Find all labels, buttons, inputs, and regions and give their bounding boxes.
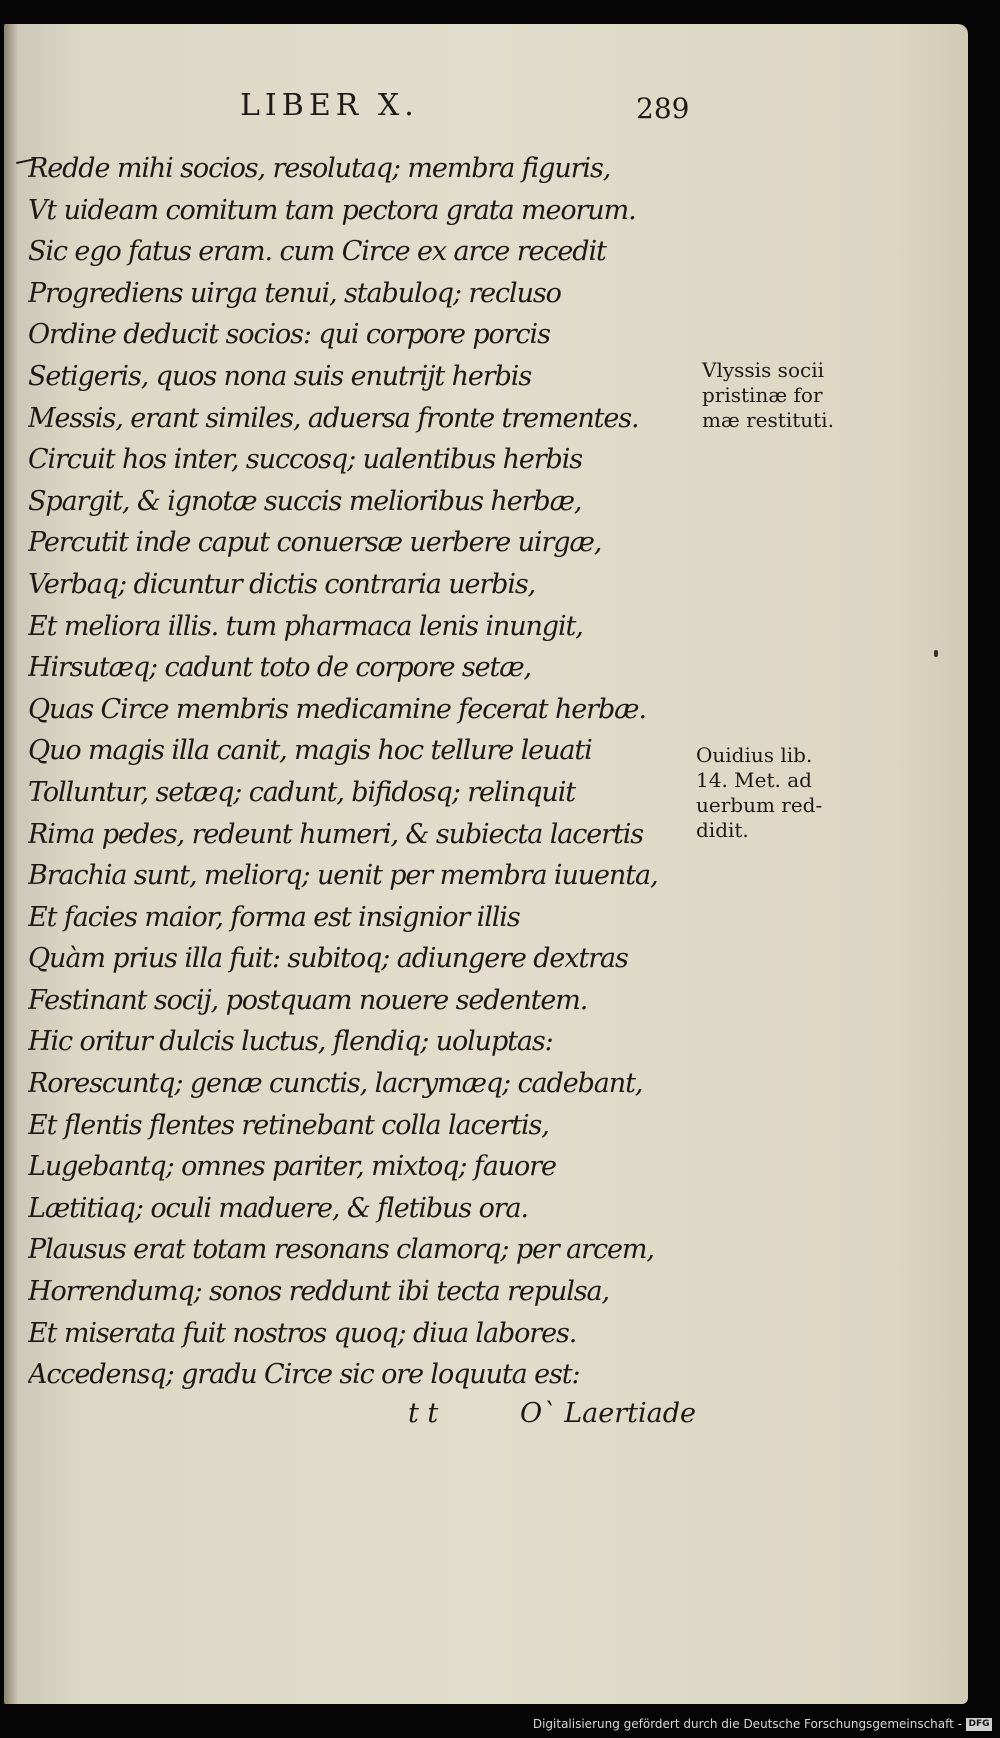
verse-line: Ordine deducit socios: qui corpore porcis: [28, 319, 550, 351]
verse-line: Redde mihi socios, resolutaq; membra figuris,: [28, 153, 611, 184]
verse-line: Festinant socij, postquam nouere sedentem.: [28, 984, 588, 1016]
verse-line: Et facies maior, forma est insignior illis: [28, 901, 520, 933]
marginal-note-restoration: [702, 358, 834, 433]
verse-line: Messis, erant similes, aduersa fronte trementes.: [28, 402, 639, 434]
verse-line: Lugebantq; omnes pariter, mixtoq; fauore: [28, 1151, 556, 1183]
verse-line: Quàm prius illa fuit: subitoq; adiungere dextras: [28, 943, 628, 975]
verse-line: Et meliora illis. tum pharmaca lenis inungit,: [28, 610, 583, 642]
catchword: O` Laertiade: [520, 1398, 696, 1429]
signature-mark: t t: [408, 1398, 439, 1429]
catchline: [408, 1398, 708, 1442]
verse-line: Sic ego fatus eram. cum Circe ex arce recedit: [28, 236, 606, 268]
verse-line: Brachia sunt, meliorq; uenit per membra iuuenta,: [28, 860, 658, 892]
verse-line: Et miserata fuit nostros quoq; diua labores.: [28, 1317, 577, 1349]
verse-line: Circuit hos inter, succosq; ualentibus herbis: [28, 444, 583, 476]
verse-line: Verbaq; dicuntur dictis contraria uerbis,: [28, 568, 536, 600]
verse-line: Lætitiaq; oculi maduere, & fletibus ora.: [28, 1192, 529, 1224]
gutter-shadow: [4, 24, 18, 1704]
verse-line: Quas Circe membris medicamine fecerat herbæ.: [28, 693, 646, 725]
verse-line: Hirsutæq; cadunt toto de corpore setæ,: [28, 652, 532, 684]
page-number: 289: [636, 92, 690, 125]
verse-line: Tolluntur, setæq; cadunt, bifidosq; relinquit: [28, 776, 575, 808]
credit-text: Digitalisierung gefördert durch die Deutsche Forschungsgemeinschaft -: [532, 1717, 962, 1731]
verse-line: Vt uideam comitum tam pectora grata meorum.: [28, 194, 636, 226]
verse-line: Rorescuntq; genæ cunctis, lacrymæq; cadebant,: [28, 1068, 643, 1100]
verse-line: Horrendumq; sonos reddunt ibi tecta repulsa,: [28, 1276, 610, 1308]
verse-line: Hic oritur dulcis luctus, flendiq; uoluptas:: [28, 1026, 553, 1058]
marginal-note-ovid-source: [696, 743, 822, 843]
verse-line: Spargit, & ignotæ succis melioribus herbæ,: [28, 485, 582, 517]
digitization-credit: [533, 1715, 992, 1733]
running-head: LIBER X.: [240, 88, 419, 123]
verse-line: Rima pedes, redeunt humeri, & subiecta lacertis: [28, 818, 644, 850]
verse-line: Percutit inde caput conuersæ uerbere uirgæ,: [28, 527, 602, 559]
verse-line: Plausus erat totam resonans clamorq; per arcem,: [28, 1234, 654, 1266]
marginal-note-line: Vlyssis socii: [702, 358, 824, 382]
verse-line: Et flentis flentes retinebant colla lacertis,: [28, 1109, 549, 1141]
verse-line: Progrediens uirga tenui, stabuloq; recluso: [28, 277, 561, 309]
verse-text: [28, 148, 688, 1396]
marginal-note-line: 14. Met. ad: [696, 768, 812, 792]
marginal-note-line: uerbum red-: [696, 793, 823, 817]
dfg-logo-icon: DFG: [966, 1718, 992, 1731]
verse-line: Quo magis illa canit, magis hoc tellure leuati: [28, 735, 592, 767]
marginal-note-line: pristinæ for: [702, 383, 823, 407]
marginal-note-line: mæ restituti.: [702, 408, 834, 432]
verse-line: Setigeris, quos nona suis enutrijt herbis: [28, 360, 532, 392]
ink-speck: [934, 650, 938, 657]
verse-line: Accedensq; gradu Circe sic ore loquuta est:: [28, 1359, 580, 1391]
marginal-note-line: didit.: [696, 818, 749, 842]
marginal-note-line: Ouidius lib.: [696, 743, 813, 767]
